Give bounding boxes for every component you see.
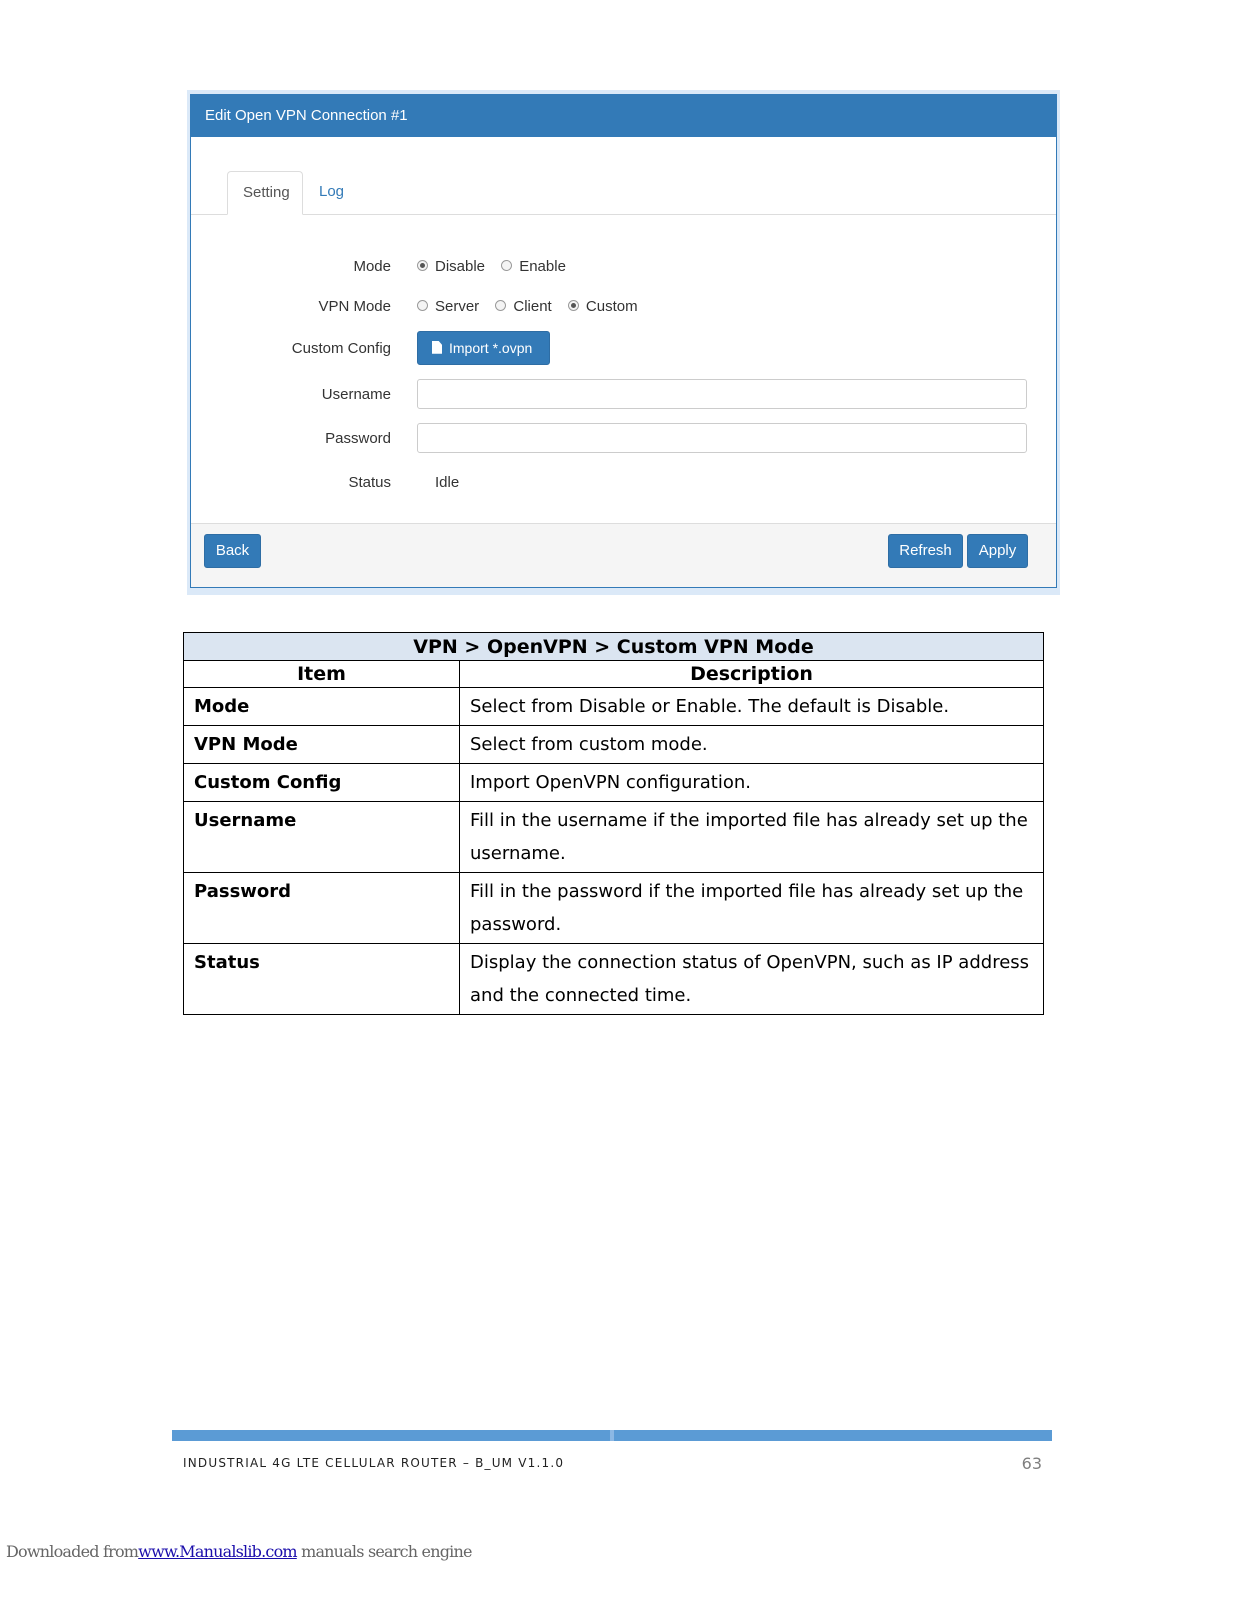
password-input[interactable] [417,423,1027,453]
table-title: VPN > OpenVPN > Custom VPN Mode [184,633,1044,661]
radio-unchecked-icon [417,300,428,311]
row-description: Select from custom mode. [460,726,1044,764]
username-input[interactable] [417,379,1027,409]
row-item: Mode [184,688,460,726]
custom-config-row [191,331,1056,367]
table-header-row [184,661,1044,688]
radio-checked-icon [568,300,579,311]
back-button[interactable]: Back [204,534,261,568]
import-ovpn-button[interactable] [417,331,550,365]
table-row [184,873,1044,944]
row-item: Username [184,802,460,873]
import-button-label: Import *.ovpn [449,340,533,356]
description-table [183,632,1044,1015]
edit-vpn-panel [190,94,1057,588]
row-item: Custom Config [184,764,460,802]
table-row [184,802,1044,873]
footer-doc-title: INDUSTRIAL 4G LTE CELLULAR ROUTER – B_UM V1.1.0 [183,1456,565,1470]
table-row [184,944,1044,1015]
vpn-mode-custom-radio[interactable] [568,289,638,325]
panel-title: Edit Open VPN Connection #1 [191,95,1056,137]
mode-disable-radio[interactable] [417,249,485,285]
status-row [191,465,1056,501]
vpn-mode-server-radio[interactable] [417,289,479,325]
row-item: Status [184,944,460,1015]
radio-unchecked-icon [501,260,512,271]
username-row [191,377,1056,413]
vpn-mode-radio-group [417,289,650,325]
table-row [184,726,1044,764]
download-notice [6,1542,472,1561]
mode-label: Mode [353,258,391,275]
radio-unchecked-icon [495,300,506,311]
status-label: Status [348,474,391,491]
vpn-mode-client-radio[interactable] [495,289,551,325]
custom-config-label: Custom Config [291,340,391,357]
file-icon [432,341,442,354]
tab-bar [191,137,1056,215]
header-description: Description [460,661,1044,688]
password-row [191,421,1056,457]
row-description: Import OpenVPN configuration. [460,764,1044,802]
header-item: Item [184,661,460,688]
screenshot-frame [187,90,1060,595]
panel-footer [191,523,1056,587]
mode-enable-label: Enable [519,258,566,275]
row-item: VPN Mode [184,726,460,764]
vpn-mode-row [191,289,1056,325]
mode-row [191,249,1056,285]
tab-setting[interactable]: Setting [227,171,303,215]
download-suffix: manuals search engine [296,1542,472,1561]
row-description: Fill in the username if the imported file has already set up the username. [460,802,1044,873]
mode-enable-radio[interactable] [501,249,566,285]
status-value: Idle [435,474,460,491]
page-number: 63 [1021,1454,1042,1473]
row-description: Select from Disable or Enable. The default is Disable. [460,688,1044,726]
username-label: Username [321,386,391,403]
row-description: Fill in the password if the imported file has already set up the password. [460,873,1044,944]
password-label: Password [325,430,391,447]
manualslib-link[interactable]: www.Manualslib.com [138,1542,297,1561]
vpn-mode-client-label: Client [513,298,552,315]
radio-checked-icon [417,260,428,271]
tab-log[interactable]: Log [319,183,345,200]
vpn-mode-server-label: Server [435,298,480,315]
mode-radio-group [417,249,578,285]
row-description: Display the connection status of OpenVPN, such as IP address and the connected time. [460,944,1044,1015]
table-row [184,688,1044,726]
apply-button[interactable]: Apply [967,534,1028,568]
table-row [184,764,1044,802]
footer-divider [172,1430,1052,1441]
vpn-mode-label: VPN Mode [318,298,391,315]
table-title-row [184,633,1044,661]
vpn-mode-custom-label: Custom [585,298,638,315]
mode-disable-label: Disable [435,258,486,275]
row-item: Password [184,873,460,944]
download-prefix: Downloaded from [6,1542,139,1561]
refresh-button[interactable]: Refresh [888,534,963,568]
